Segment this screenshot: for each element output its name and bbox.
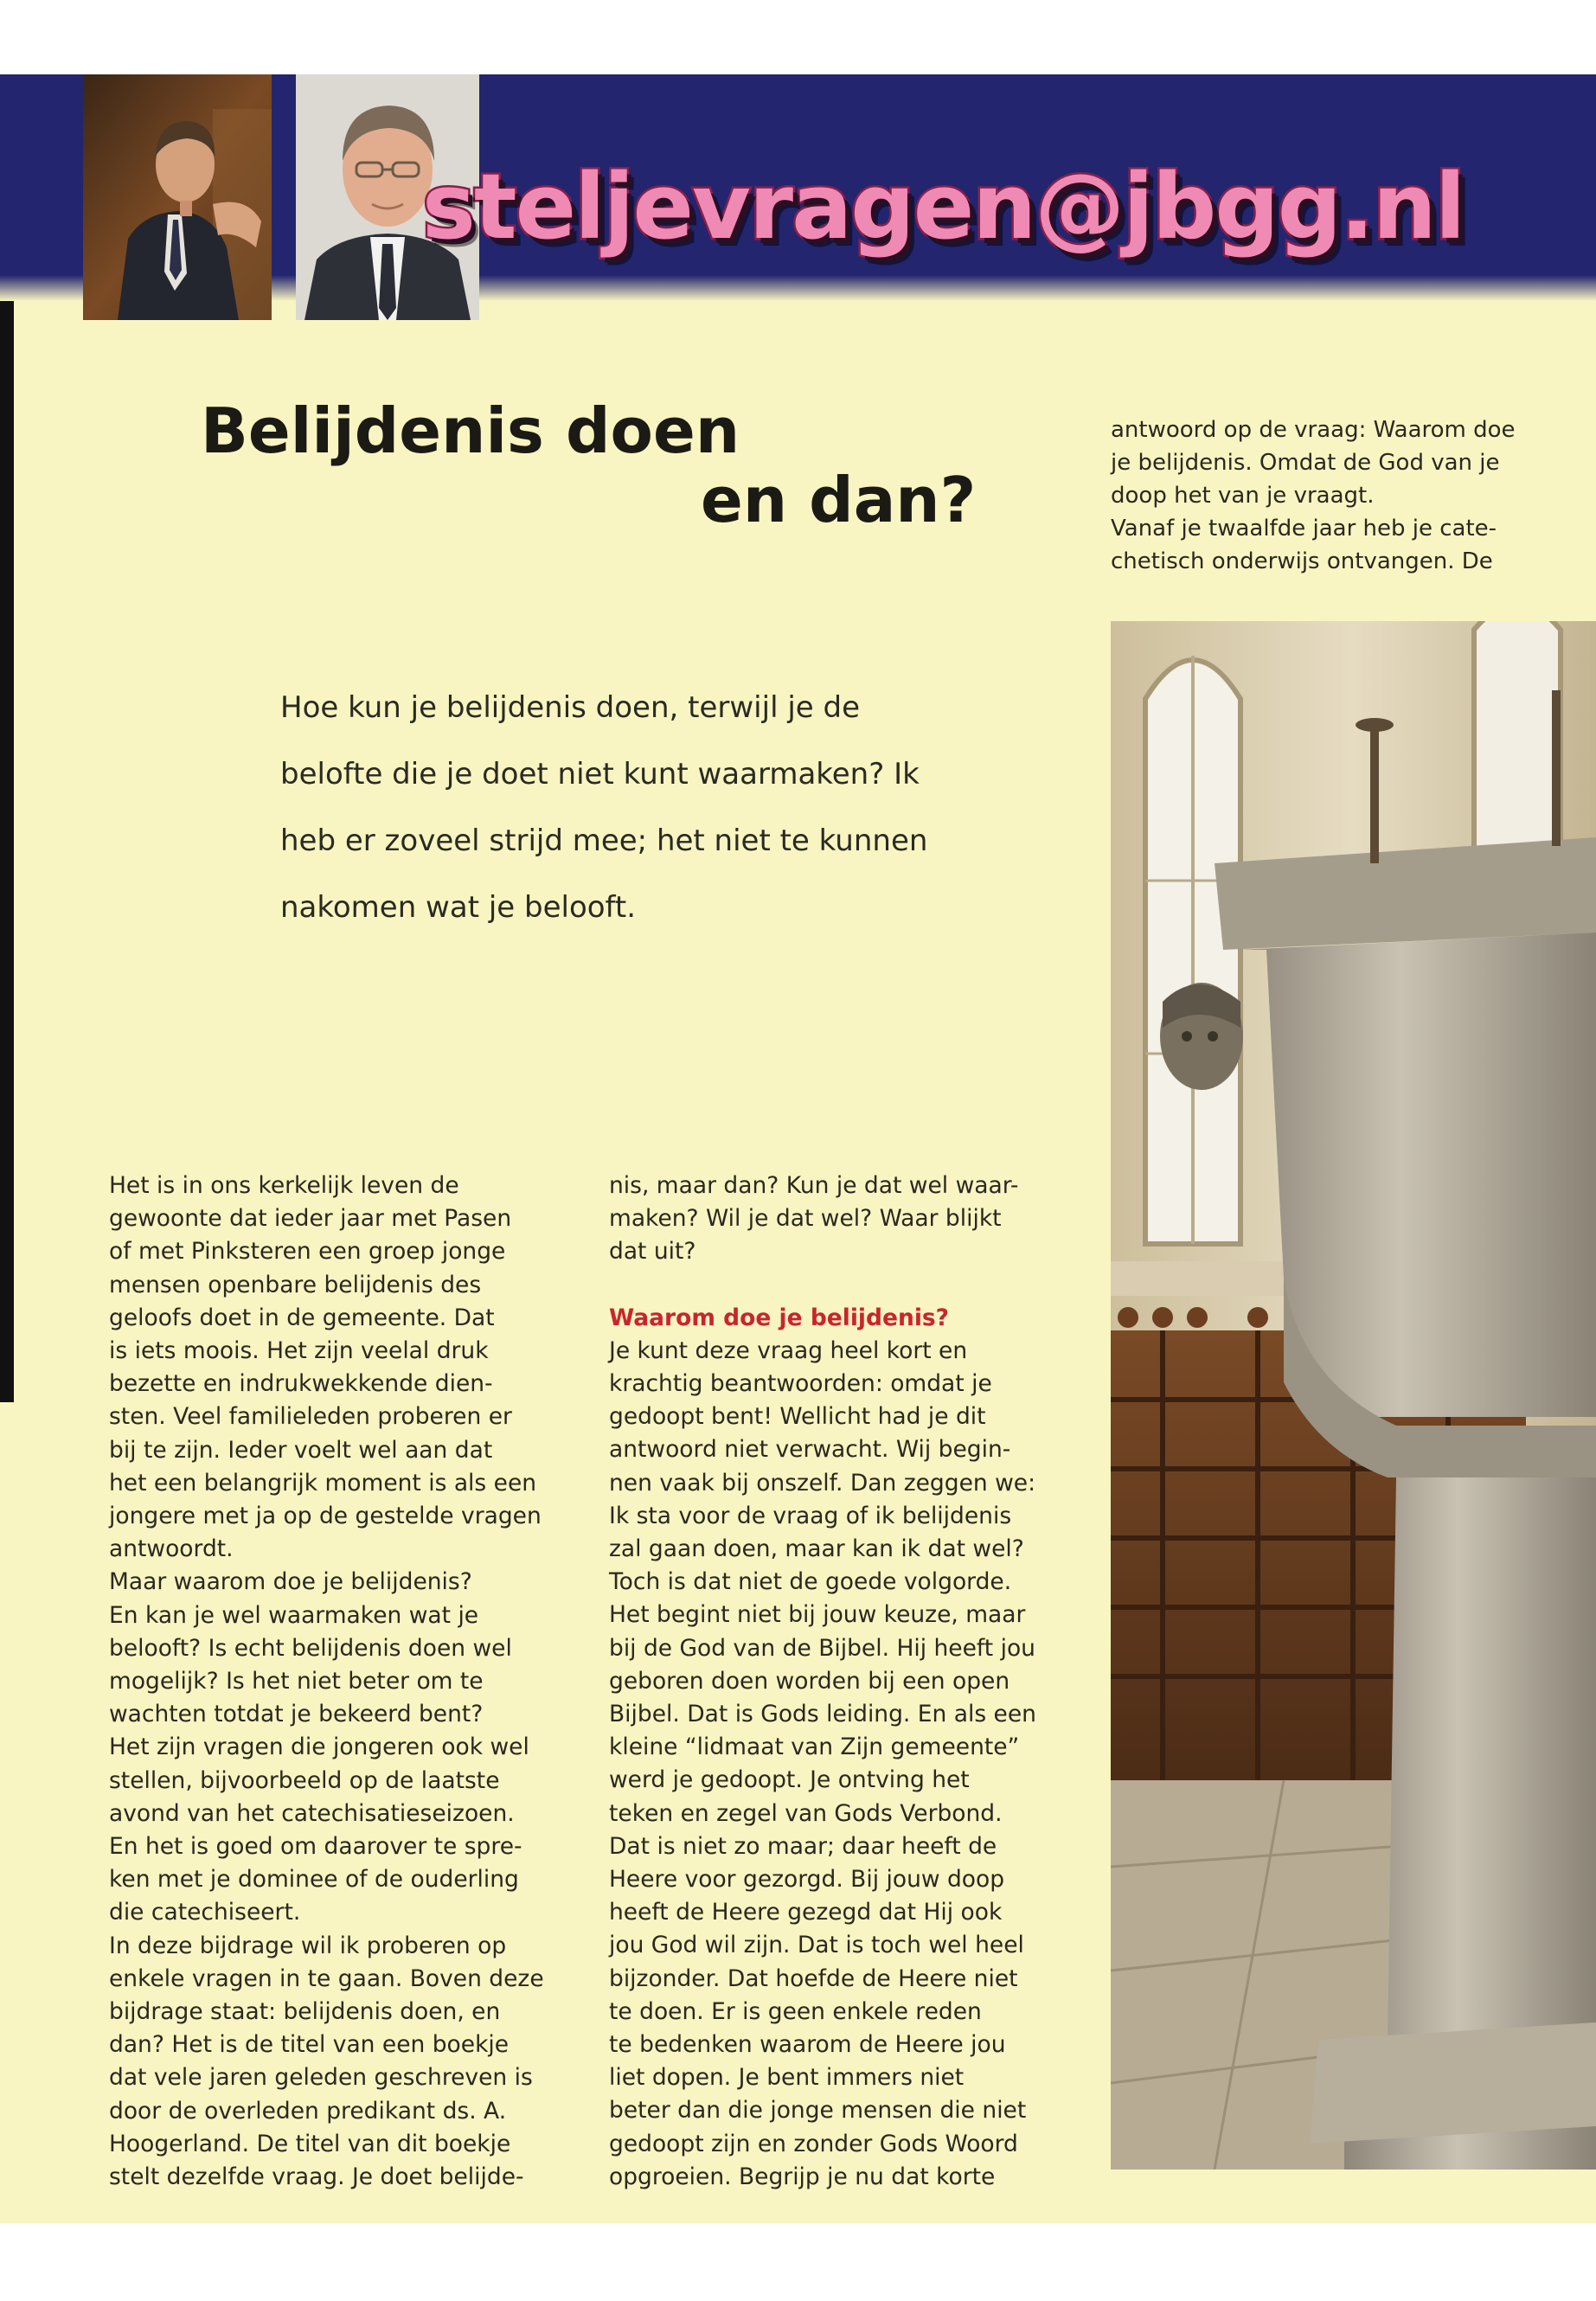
text-line: Bijbel. Dat is Gods leiding. En als een bbox=[609, 1701, 1036, 1728]
text-line: stelt dezelfde vraag. Je doet belijde- bbox=[109, 2163, 524, 2191]
text-line: doop het van je vraagt. bbox=[1111, 483, 1375, 509]
question-line: heb er zoveel strijd mee; het niet te kunnen bbox=[280, 824, 928, 858]
text-line: Maar waarom doe je belijdenis? bbox=[109, 1568, 472, 1596]
text-line: Vanaf je twaalfde jaar heb je cate- bbox=[1111, 516, 1497, 542]
body-column-2 bbox=[609, 1170, 1076, 2194]
text-line: maken? Wil je dat wel? Waar blijkt bbox=[609, 1205, 1002, 1233]
text-line: die catechiseert. bbox=[109, 1899, 301, 1926]
text-line: teken en zegel van Gods Verbond. bbox=[609, 1799, 1003, 1827]
text-line: te doen. Er is geen enkele reden bbox=[609, 1997, 982, 2025]
text-line: stellen, bijvoorbeeld op de laatste bbox=[109, 1766, 500, 1794]
text-line: chetisch onderwijs ontvangen. De bbox=[1111, 548, 1493, 574]
text-line: antwoord op de vraag: Waarom doe bbox=[1111, 417, 1516, 443]
text-line: En het is goed om daarover te spre- bbox=[109, 1833, 522, 1861]
text-line: In deze bijdrage wil ik proberen op bbox=[109, 1932, 507, 1959]
text-line: nis, maar dan? Kun je dat wel waar- bbox=[609, 1172, 1019, 1199]
text-line: Ik sta voor de vraag of ik belijdenis bbox=[609, 1502, 1012, 1529]
text-line: Het begint niet bij jouw keuze, maar bbox=[609, 1601, 1026, 1629]
text-line: geboren doen worden bij een open bbox=[609, 1667, 1010, 1695]
text-line: is iets moois. Het zijn veelal druk bbox=[109, 1337, 489, 1365]
email-title: steljevragen@jbgg.nl bbox=[422, 154, 1465, 260]
text-line: enkele vragen in te gaan. Boven deze bbox=[109, 1965, 544, 1992]
text-line: sten. Veel familieleden proberen er bbox=[109, 1403, 512, 1431]
text-line: Het is in ons kerkelijk leven de bbox=[109, 1172, 459, 1199]
text-line: antwoord niet verwacht. Wij begin- bbox=[609, 1436, 1011, 1464]
text-line: beter dan die jonge mensen die niet bbox=[609, 2097, 1027, 2125]
text-line: door de overleden predikant ds. A. bbox=[109, 2097, 507, 2125]
section-subheading: Waarom doe je belijdenis? bbox=[609, 1304, 950, 1331]
text-line: opgroeien. Begrijp je nu dat korte bbox=[609, 2163, 996, 2190]
text-line: dat uit? bbox=[609, 1238, 696, 1266]
speaker-photo bbox=[83, 74, 272, 320]
text-line: Toch is dat niet de goede volgorde. bbox=[609, 1568, 1012, 1596]
text-line: bijdrage staat: belijdenis doen, en bbox=[109, 1998, 501, 2026]
continued-text bbox=[1111, 413, 1561, 578]
question-line: Hoe kun je belijdenis doen, terwijl je de bbox=[280, 690, 860, 725]
reader-question bbox=[280, 675, 990, 941]
text-line: bij de God van de Bijbel. Hij heeft jou bbox=[609, 1634, 1035, 1662]
text-line: of met Pinksteren een groep jonge bbox=[109, 1238, 506, 1266]
text-line: dat vele jaren geleden geschreven is bbox=[109, 2064, 533, 2092]
body-column-1 bbox=[109, 1170, 576, 2194]
text-line: geloofs doet in de gemeente. Dat bbox=[109, 1304, 495, 1331]
text-line: je belijdenis. Omdat de God van je bbox=[1111, 450, 1500, 476]
text-line: jongere met ja op de gestelde vragen bbox=[109, 1503, 542, 1530]
text-line: Het zijn vragen die jongeren ook wel bbox=[109, 1734, 529, 1761]
text-line: Dat is niet zo maar; daar heeft de bbox=[609, 1832, 997, 1860]
text-line: ken met je dominee of de ouderling bbox=[109, 1866, 519, 1894]
question-line: belofte die je doet niet kunt waarmaken? Ik bbox=[280, 757, 920, 792]
text-line: bij te zijn. Ieder voelt wel aan dat bbox=[109, 1436, 493, 1464]
church-pulpit-photo bbox=[1111, 621, 1596, 2170]
text-line: mogelijk? Is het niet beter om te bbox=[109, 1668, 484, 1695]
text-line: heeft de Heere gezegd dat Hij ook bbox=[609, 1899, 1003, 1926]
text-line: Je kunt deze vraag heel kort en bbox=[609, 1336, 968, 1364]
text-line: En kan je wel waarmaken wat je bbox=[109, 1601, 479, 1629]
text-line: mensen openbare belijdenis des bbox=[109, 1271, 482, 1298]
text-line: nen vaak bij onszelf. Dan zeggen we: bbox=[609, 1469, 1036, 1497]
text-line: Heere voor gezorgd. Bij jouw doop bbox=[609, 1866, 1005, 1894]
article-title-line-1: Belijdenis doen bbox=[201, 394, 740, 467]
text-line: gedoopt zijn en zonder Gods Woord bbox=[609, 2130, 1018, 2157]
text-line: wachten totdat je bekeerd bent? bbox=[109, 1701, 484, 1728]
text-line: kleine “lidmaat van Zijn gemeente” bbox=[609, 1734, 1020, 1761]
article-title bbox=[201, 396, 997, 535]
text-line: bijzonder. Dat hoefde de Heere niet bbox=[609, 1965, 1018, 1992]
text-line: dan? Het is de titel van een boekje bbox=[109, 2031, 510, 2059]
text-line: gedoopt bent! Wellicht had je dit bbox=[609, 1403, 986, 1431]
question-line: nakomen wat je belooft. bbox=[280, 890, 637, 925]
text-line: zal gaan doen, maar kan ik dat wel? bbox=[609, 1535, 1024, 1563]
text-line: te bedenken waarom de Heere jou bbox=[609, 2031, 1006, 2059]
text-line: jou God wil zijn. Dat is toch wel heel bbox=[609, 1932, 1024, 1959]
text-line: antwoordt. bbox=[109, 1535, 234, 1563]
text-line: bezette en indrukwekkende dien- bbox=[109, 1370, 493, 1398]
text-line: krachtig beantwoorden: omdat je bbox=[609, 1370, 992, 1398]
text-line: Hoogerland. De titel van dit boekje bbox=[109, 2130, 511, 2157]
text-line: het een belangrijk moment is als een bbox=[109, 1469, 537, 1497]
text-line: werd je gedoopt. Je ontving het bbox=[609, 1766, 970, 1794]
text-line: belooft? Is echt belijdenis doen wel bbox=[109, 1634, 512, 1662]
text-line: avond van het catechisatieseizoen. bbox=[109, 1799, 515, 1827]
article-title-line-2: en dan? bbox=[701, 464, 977, 536]
text-line: gewoonte dat ieder jaar met Pasen bbox=[109, 1205, 512, 1233]
text-line: liet dopen. Je bent immers niet bbox=[609, 2064, 965, 2092]
